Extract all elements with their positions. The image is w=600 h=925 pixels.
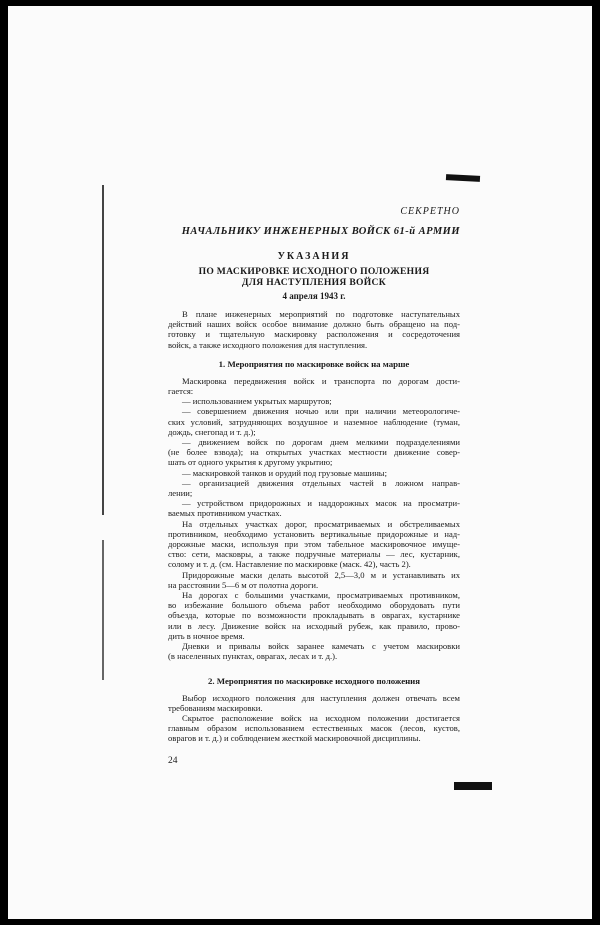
text-line: Придорожные маски делать высотой 2,5—3,0 м и устанавливать их	[182, 569, 460, 580]
text-line: солому и т. д. (см. Наставление по маскировке (маск. 42), часть 2).	[168, 559, 411, 570]
text-line: На отдельных участках дорог, просматриваемых и обстреливаемых	[182, 518, 460, 529]
text-line: ство: сети, масковры, а также подручные материалы — лес, кустарник,	[168, 549, 460, 560]
section-1	[168, 376, 460, 662]
paragraph	[168, 498, 460, 518]
intro-paragraph	[168, 309, 460, 350]
text-line: — движением войск по дорогам днем мелкими подразделениями	[182, 437, 460, 448]
document-body	[168, 206, 460, 766]
text-line: ваемых противником участках.	[168, 508, 282, 519]
paragraph	[168, 376, 460, 396]
text-line: оврагов и т. д.) и соблюдением жесткой маскировочной дисциплины.	[168, 733, 421, 744]
text-line: гается:	[168, 386, 194, 397]
text-line: В плане инженерных мероприятий по подготовке наступательных	[182, 309, 460, 319]
paragraph	[168, 437, 460, 468]
text-line: дить в ночное время.	[168, 630, 245, 641]
text-line: главным образом использованием естественных масок (лесов, кустов,	[168, 723, 460, 734]
section-heading: 1. Мероприятия по маскировке войск на марше	[218, 358, 410, 369]
text-line: — совершением движения ночью или при наличии метеорологиче-	[182, 406, 460, 417]
text-line: дорожные маски, используя при этом табельное маскировочное имуще-	[168, 539, 460, 550]
text-line: лении;	[168, 488, 193, 499]
document-date: 4 апреля 1943 г.	[282, 291, 346, 301]
text-line: — организацией движения отдельных частей в ложном направ-	[182, 477, 460, 488]
text-line: готовку и тщательную маскировку расположения и сосредоточения	[168, 329, 460, 340]
paragraph	[168, 641, 460, 661]
paragraph	[168, 478, 460, 498]
text-line: объезда, которые по возможности прокладывать в оврагах, кустарнике	[168, 610, 460, 621]
paragraph	[168, 570, 460, 590]
text-line: Дневки и привалы войск заранее камечать с учетом маскировки	[182, 641, 460, 652]
subtitle-line: ДЛЯ НАСТУПЛЕНИЯ ВОЙСК	[241, 277, 387, 288]
text-line: во избежание большого объема работ необходимо оборудовать пути	[168, 600, 460, 611]
scan-mark-bottom	[454, 782, 492, 790]
paragraph	[168, 406, 460, 437]
binding-line	[102, 185, 104, 515]
text-line: — маскировкой танков и орудий под грузовые машины;	[182, 467, 387, 478]
classification-label: СЕКРЕТНО	[400, 206, 460, 217]
paragraph	[168, 519, 460, 570]
text-line: или в лесу. Движение войск на исходный рубеж, как правило, прово-	[168, 620, 460, 631]
text-line: ских условий, затрудняющих воздушное и наземное наблюдение (туман,	[168, 416, 460, 427]
text-line: войск, а также исходного положения для наступления.	[168, 339, 368, 350]
text-line: шать от одного укрытия к другому укрытию;	[168, 457, 333, 468]
text-line: Маскировка передвижения войск и транспорта по дорогам дости-	[182, 375, 460, 386]
page-number: 24	[168, 755, 178, 766]
section-2	[168, 693, 460, 744]
paragraph	[168, 396, 460, 406]
text-line: требованиям маскировки.	[168, 702, 263, 713]
text-line: противником, необходимо установить вертикальные придорожные и над-	[168, 528, 460, 539]
text-line: На дорогах с большими участками, просматриваемых противником,	[182, 590, 460, 601]
text-line: действий наших войск особое внимание должно быть обращено на под-	[168, 319, 460, 330]
text-line: (в населенных пунктах, оврагах, лесах и т. д.).	[168, 651, 338, 662]
text-line: — устройством придорожных и наддорожных масок на просматри-	[182, 498, 460, 509]
addressee: НАЧАЛЬНИКУ ИНЖЕНЕРНЫХ ВОЙСК 61-й АРМИИ	[181, 226, 460, 237]
document-title: УКАЗАНИЯ	[277, 251, 351, 262]
text-line: дождь, снегопад и т. д.);	[168, 426, 256, 437]
paragraph	[168, 713, 460, 744]
text-line: Выбор исходного положения для наступления должен отвечать всем	[182, 692, 460, 703]
text-line: Скрытое расположение войск на исходном положении достигается	[182, 712, 460, 723]
paragraph	[168, 468, 460, 478]
paragraph	[168, 693, 460, 713]
text-line: — использованием укрытых маршрутов;	[182, 396, 332, 407]
section-heading: 2. Мероприятия по маскировке исходного положения	[207, 675, 420, 686]
subtitle-line: ПО МАСКИРОВКЕ ИСХОДНОГО ПОЛОЖЕНИЯ	[198, 266, 430, 277]
text-line: (не более взвода); на открытых участках местности движение совер-	[168, 447, 460, 458]
binding-line-lower	[102, 540, 104, 680]
paragraph	[168, 590, 460, 641]
text-line: на расстоянии 5—6 м от полотна дороги.	[168, 579, 319, 590]
